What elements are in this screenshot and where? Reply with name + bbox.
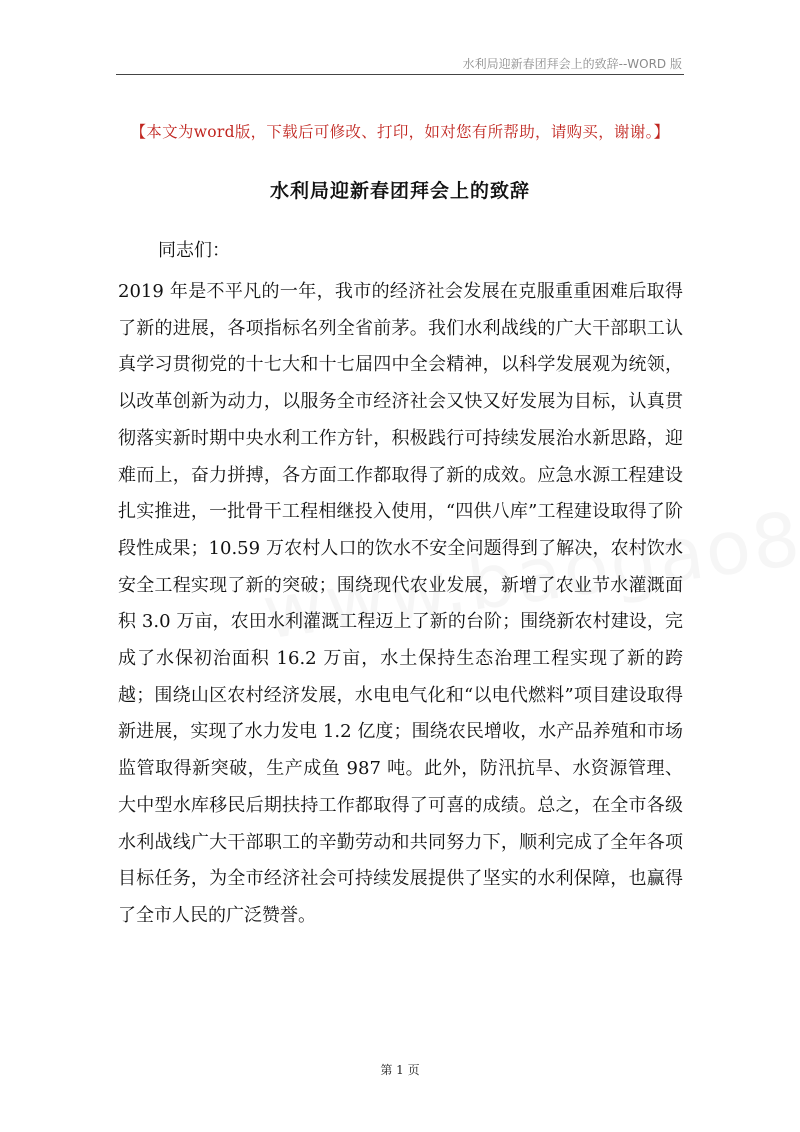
download-notice: 【本文为word版，下载后可修改、打印，如对您有所帮助，请购买，谢谢。】 bbox=[130, 123, 670, 141]
running-header: 水利局迎新春团拜会上的致辞--WORD 版 bbox=[462, 57, 682, 71]
page-number: 第 1 页 bbox=[380, 1063, 420, 1077]
salutation: 同志们： bbox=[158, 240, 230, 261]
header-divider bbox=[116, 74, 684, 75]
body-paragraph: 2019 年是不平凡的一年，我市的经济社会发展在克服重重困难后取得了新的进展，各项指标名列全省前茅。我们水利战线的广大干部职工认真学习贯彻党的十七大和十七届四中全会精神，以科学发展观为统领，以改革创新为动力，以服务全市经济社会又快又好发展为目标，认真贯彻落实新时期中央水利工作方针，积极践行可持续发展治水新思路，迎难而上，奋力拼搏，各方面工作都取得了新的成效。应急水源工程建设扎实推进，一批骨干工程相继投入使用，“四供八库”工程建设取得了阶段性成果；10.59 万农村人口的饮水不安全问题得到了解决，农村饮水安全工程实现了新的突破；围绕现代农业发展，新增了农业节水灌溉面积 3.0 万亩，农田水利灌溉工程迈上了新的台阶；围绕新农村建设，完成了水保初治面积 16.2 万亩，水土保持生态治理工程实现了新的跨越；围绕山区农村经济发展，水电电气化和“以电代燃料”项目建设取得新进展，实现了水力发电 1.2 亿度；围绕农民增收，水产品养殖和市场监管取得新突破，生产成鱼 987 吨。此外，防汛抗旱、水资源管理、大中型水库移民后期扶持工作都取得了可喜的成绩。总之，在全市各级水利战线广大干部职工的辛勤劳动和共同努力下，顺利完成了全年各项目标任务，为全市经济社会可持续发展提供了坚实的水利保障，也赢得了全市人民的广泛赞誉。 bbox=[118, 281, 683, 926]
document-title: 水利局迎新春团拜会上的致辞 bbox=[269, 180, 530, 202]
